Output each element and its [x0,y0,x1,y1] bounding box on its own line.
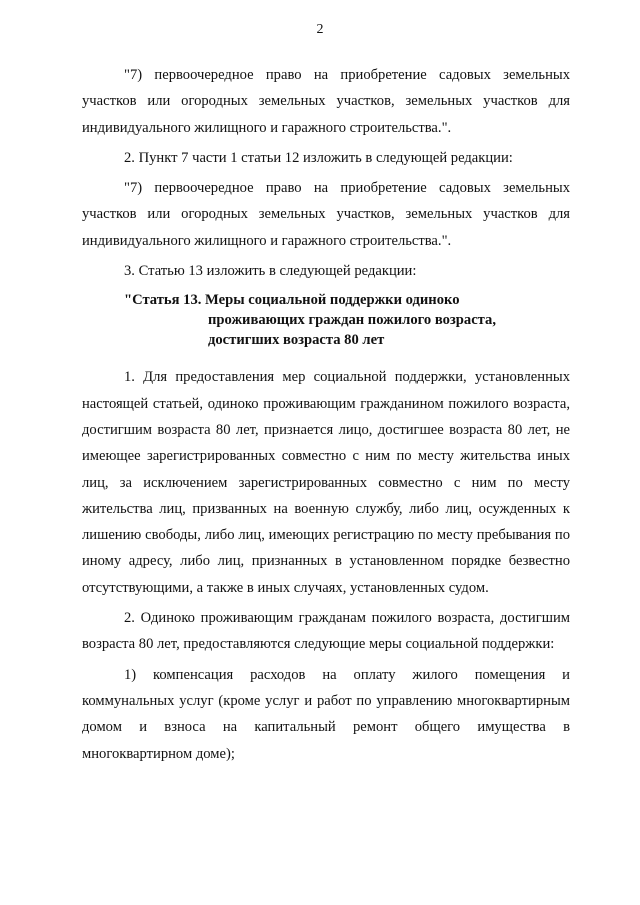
article-heading-line2: проживающих граждан пожилого возраста, [208,312,496,329]
paragraph-amend-article13: 3. Статью 13 изложить в следующей редакции: [124,263,417,280]
paragraph-amend-point7: 2. Пункт 7 части 1 статьи 12 изложить в следующей редакции: [124,149,513,166]
paragraph-clause1: 1. Для предоставления мер социальной поддержки, установленных настоящей статьей, одиноко проживающим гражданином пожилого возраста, достигшим возраста 80 лет, признается лицо, достигшее возраста 80 лет, не имеющее зарегистрированных совместно с ним по месту жительства иных лиц, за исключением зарегистрированных совместно с ним по месту жительства лиц, призванных на военную службу, либо лиц, осужденных к лишению свободы, либо лиц, имеющих регистрацию по месту пребывания по иному адресу, либо лиц, признанных в установленном порядке безвестно отсутствующими, а также в иных случаях, установленных судом. [82,369,570,596]
paragraph-clause2: 2. Одиноко проживающим гражданам пожилого возраста, достигшим возраста 80 лет, предоставляются следующие меры социальной поддержки: [82,610,570,653]
article-heading-line1: "Статья 13. Меры социальной поддержки одиноко [124,292,460,309]
article-heading [82,290,570,350]
article-heading-line3: достигших возраста 80 лет [208,332,385,349]
paragraph-item7-second: "7) первоочередное право на приобретение садовых земельных участков или огородных земельных участков, земельных участков для индивидуального жилищного и гаражного строительства.". [82,180,570,249]
paragraph-item7-first: "7) первоочередное право на приобретение садовых земельных участков или огородных земельных участков, земельных участков для индивидуального жилищного и гаражного строительства.". [82,67,570,136]
paragraph-subitem1: 1) компенсация расходов на оплату жилого помещения и коммунальных услуг (кроме услуг и работ по управлению многоквартирным домом и взноса на капитальный ремонт общего имущества в многоквартирном доме); [82,666,570,762]
page-number: 2 [316,22,324,37]
document-body [82,62,570,771]
